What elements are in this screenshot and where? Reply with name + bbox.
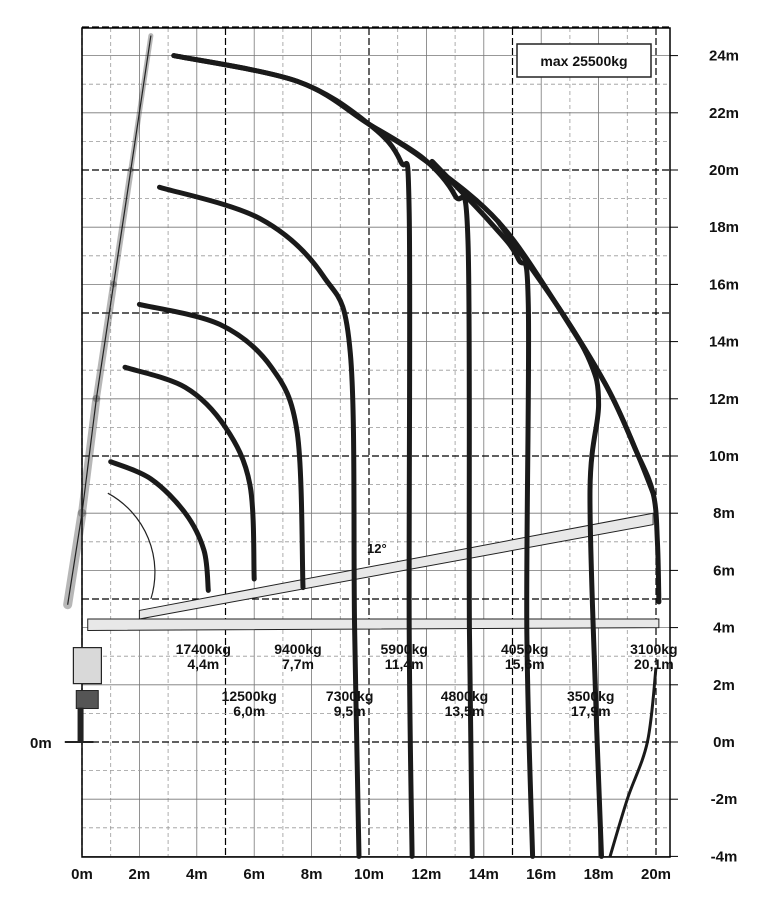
x-tick-label: 14m — [468, 866, 499, 883]
load-caption-reach: 4,4m — [187, 656, 220, 672]
y-tick-label: 2m — [713, 676, 735, 694]
load-caption-reach: 15,6m — [504, 656, 545, 672]
x-tick-label: 16m — [526, 866, 557, 883]
x-tick-label: 20m — [640, 866, 672, 883]
x-tick-label: 12m — [411, 866, 442, 883]
y-tick-label: 22m — [708, 104, 740, 122]
load-caption-reach: 11,4m — [384, 656, 424, 672]
load-caption-weight: 5900kg — [380, 641, 428, 657]
load-caption-reach: 6,0m — [233, 703, 266, 719]
x-tick-label: 0m — [71, 866, 93, 883]
y-tick-label: 0m — [713, 734, 735, 751]
y-tick-label: -4m — [710, 848, 738, 866]
y-tick-label: 24m — [708, 47, 740, 65]
load-caption-reach: 17,9m — [570, 703, 611, 719]
load-caption-weight: 3100kg — [630, 641, 678, 657]
x-tick-label: 18m — [583, 866, 614, 883]
load-caption-weight: 17400kg — [175, 641, 231, 657]
load-caption-weight: 12500kg — [221, 688, 277, 704]
y-tick-label: 16m — [708, 276, 740, 294]
y-tick-label: 6m — [713, 562, 735, 580]
load-caption-weight: 4050kg — [500, 641, 549, 657]
load-caption-weight: 9400kg — [274, 641, 322, 657]
x-tick-label: 8m — [300, 866, 323, 883]
load-caption-weight: 7300kg — [325, 688, 374, 704]
y-tick-label: 20m — [708, 162, 740, 179]
y-tick-label: 12m — [708, 390, 740, 408]
max-load-label: max 25500kg — [540, 53, 628, 69]
load-caption-reach: 7,7m — [282, 656, 314, 672]
max-load-box — [517, 44, 651, 77]
crane-base — [73, 648, 101, 684]
load-caption-weight: 4800kg — [440, 688, 489, 704]
x-tick-label: 10m — [353, 866, 385, 883]
y-axis-left-label: 0m — [30, 735, 52, 752]
y-tick-label: 4m — [713, 619, 735, 637]
y-tick-label: 18m — [708, 219, 740, 237]
y-tick-label: 8m — [713, 505, 735, 523]
x-tick-label: 4m — [185, 866, 208, 883]
x-tick-label: 6m — [243, 866, 266, 883]
angle-label: 12° — [367, 541, 387, 556]
load-caption-reach: 9,5m — [333, 703, 366, 719]
y-tick-label: -2m — [710, 791, 738, 809]
y-tick-label: 14m — [708, 333, 740, 351]
crane-motor — [76, 691, 98, 709]
load-caption-reach: 13,5m — [444, 703, 485, 719]
y-tick-label: 10m — [708, 448, 740, 465]
load-caption-reach: 20,1m — [634, 656, 674, 672]
load-caption-weight: 3500kg — [566, 688, 615, 704]
x-tick-label: 2m — [128, 866, 151, 883]
